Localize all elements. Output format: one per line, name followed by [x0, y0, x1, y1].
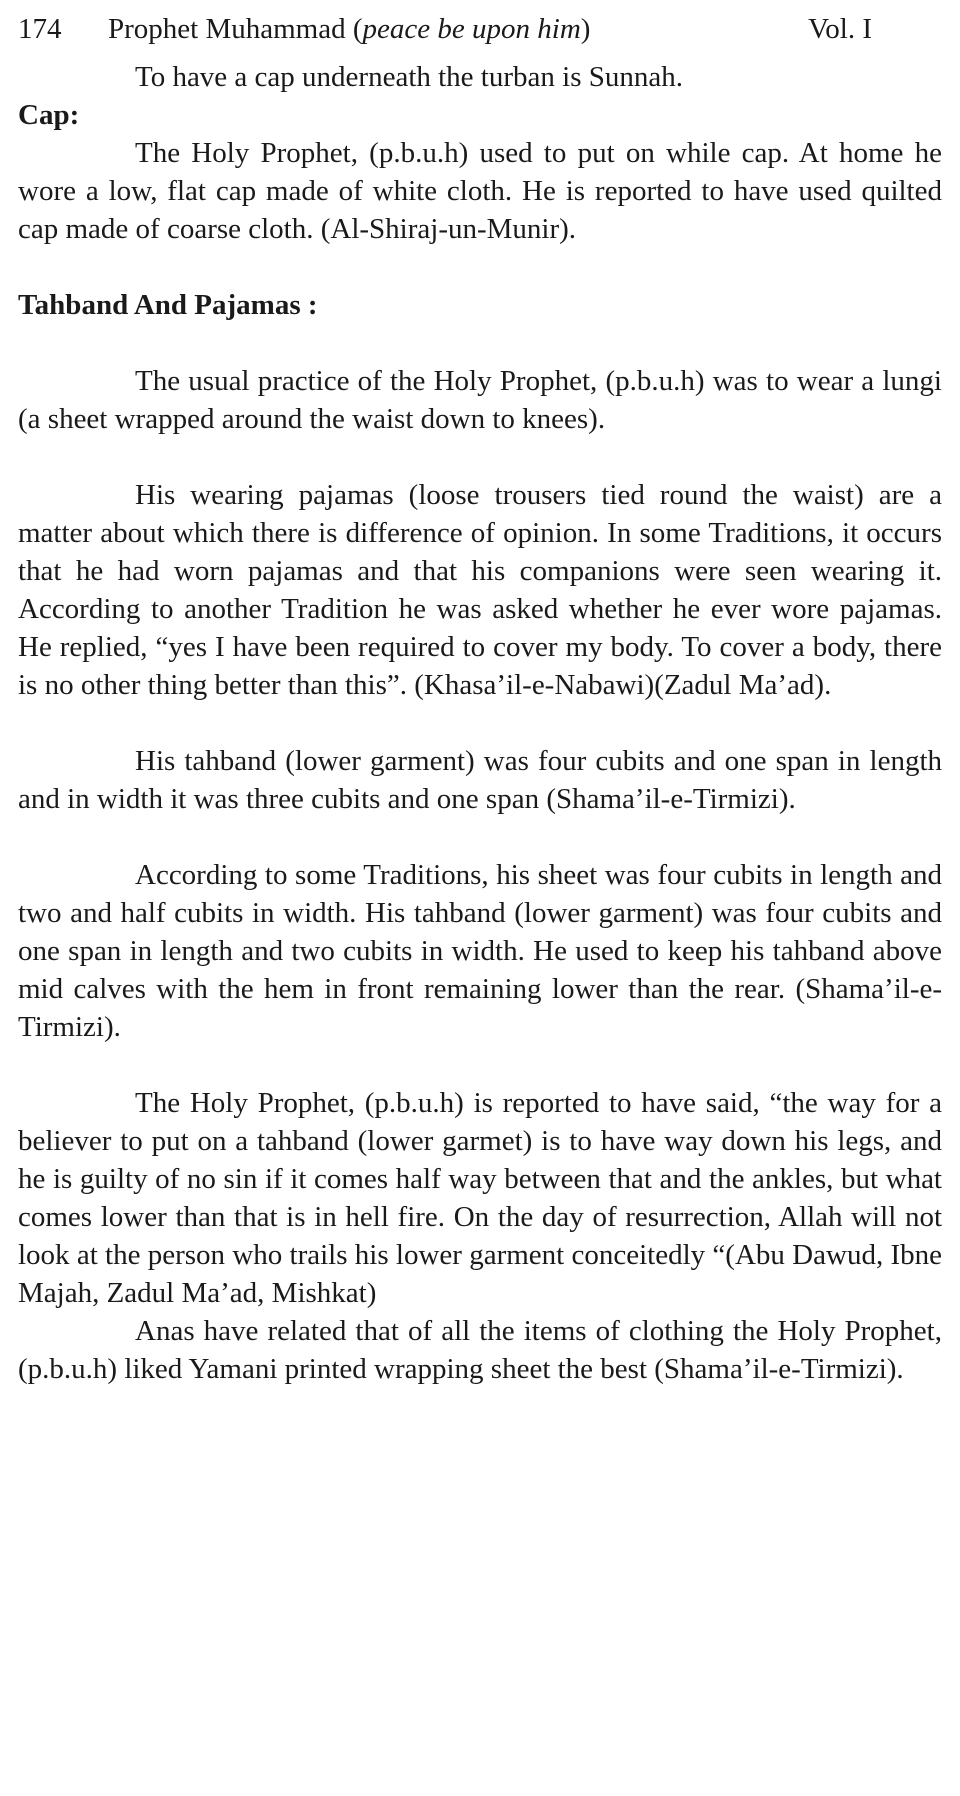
- paragraph-lungi: The usual practice of the Holy Prophet, (p.b.u.h) was to wear a lungi (a sheet wrapped around the waist down to knees).: [18, 365, 942, 435]
- book-title: Prophet Muhammad (peace be upon him): [108, 13, 591, 45]
- heading-cap: Cap:: [18, 99, 80, 131]
- paragraph-turban: To have a cap underneath the turban is Sunnah.: [135, 61, 683, 93]
- paragraph-anas: Anas have related that of all the items of clothing the Holy Prophet, (p.b.u.h) liked Yamani printed wrapping sheet the best (Shama’il-e-Tirmizi).: [18, 1315, 942, 1385]
- paragraph-pajamas: His wearing pajamas (loose trousers tied round the waist) are a matter about which there is difference of opinion. In some Traditions, it occurs that he had worn pajamas and that his companions were seen wearing it. According to another Tradition he was asked whether he ever wore pajamas. He replied, “yes I have been required to cover my body. To cover a body, there is no other thing better than this”. (Khasa’il-e-Nabawi)(Zadul Ma’ad).: [18, 479, 942, 701]
- heading-tahband-pajamas: Tahband And Pajamas :: [18, 289, 318, 321]
- book-title-honorific: peace be upon him: [362, 13, 581, 45]
- paragraph-cap: The Holy Prophet, (p.b.u.h) used to put on while cap. At home he wore a low, flat cap made of white cloth. He is reported to have used quilted cap made of coarse cloth. (Al-Shiraj-un-Munir).: [18, 137, 942, 245]
- paragraph-tahband-size: His tahband (lower garment) was four cubits and one span in length and in width it was three cubits and one span (Shama’il-e-Tirmizi).: [18, 745, 942, 815]
- paragraph-sheet: According to some Traditions, his sheet was four cubits in length and two and half cubits in width. His tahband (lower garment) was four cubits and one span in length and two cubits in width. He used to keep his tahband above mid calves with the hem in front remaining lower than the rear. (Shama’il-e-Tirmizi).: [18, 859, 942, 1043]
- paragraph-believer: The Holy Prophet, (p.b.u.h) is reported to have said, “the way for a believer to put on a tahband (lower garmet) is to have way down his legs, and he is guilty of no sin if it comes half way between that and the ankles, but what comes lower than that is in hell fire. On the day of resurrection, Allah will not look at the person who trails his lower garment conceitedly “(Abu Dawud, Ibne Majah, Zadul Ma’ad, Mishkat): [18, 1087, 942, 1309]
- page-body: [18, 58, 942, 1388]
- volume-label: Vol. I: [808, 13, 872, 45]
- book-title-main: Prophet Muhammad: [108, 13, 346, 45]
- page-number: 174: [18, 13, 62, 45]
- book-page: [18, 0, 942, 1388]
- running-header: [18, 0, 942, 58]
